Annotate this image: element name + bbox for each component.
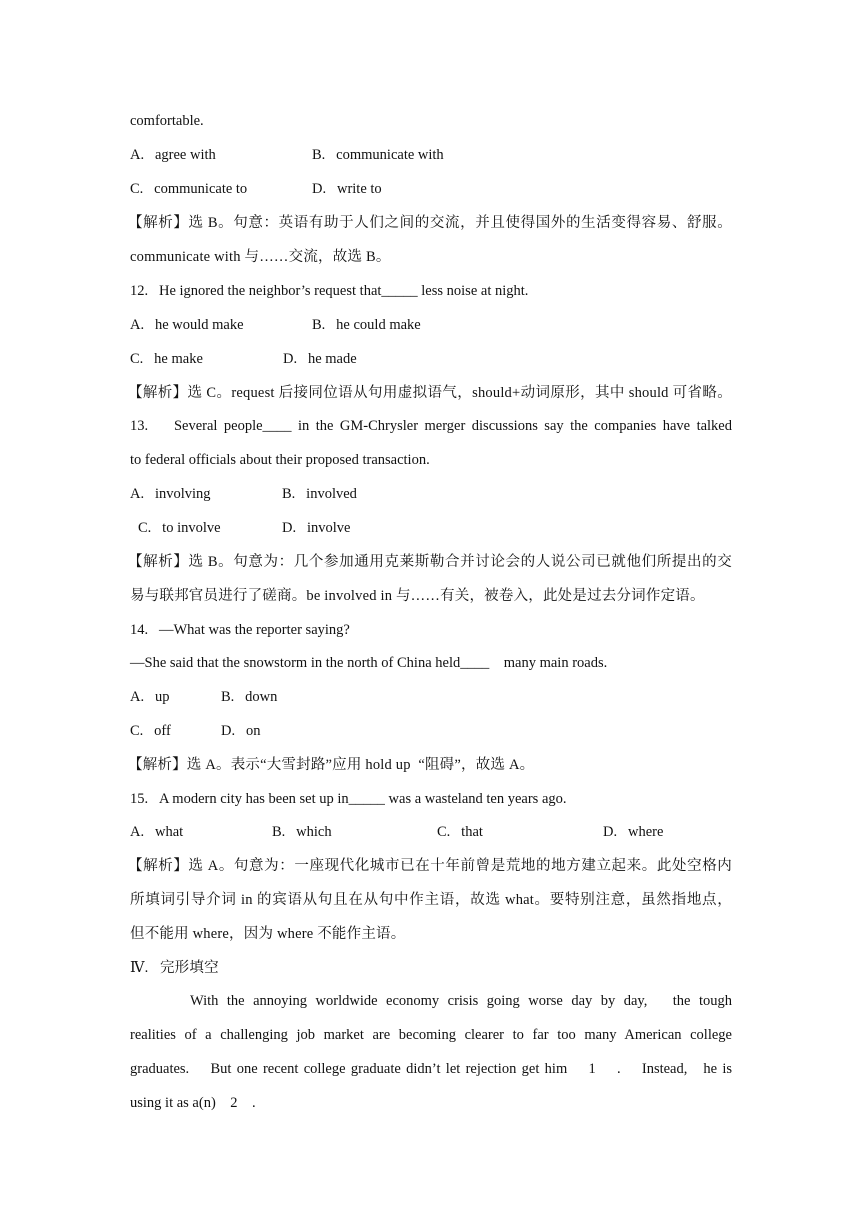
section-heading: Ⅳ. 完形填空 xyxy=(130,960,219,976)
option-d: D. write to xyxy=(312,181,382,197)
option-d: D. where xyxy=(603,824,664,840)
analysis-text: communicate with 与……交流，故选 B。 xyxy=(130,249,391,265)
option-a: A. up xyxy=(130,689,170,705)
option-d: D. he made xyxy=(283,351,357,367)
analysis-text: 【解析】选 A。句意为：一座现代化城市已在十年前曾是荒地的地方建立起来。此处空格内 xyxy=(128,858,732,874)
passage-text: graduates. But one recent college graduate didn’t let rejection get him 1 . Instead, he is xyxy=(130,1061,732,1077)
option-a: A. involving xyxy=(130,486,211,502)
option-d: D. involve xyxy=(282,520,351,536)
option-d: D. on xyxy=(221,723,261,739)
option-b: B. he could make xyxy=(312,317,421,333)
option-a: A. agree with xyxy=(130,147,216,163)
option-b: B. which xyxy=(272,824,332,840)
question-12-stem: 12. He ignored the neighbor’s request that_____ less noise at night. xyxy=(130,283,529,299)
passage-text: realities of a challenging job market are becoming clearer to far too many American college xyxy=(130,1027,732,1043)
option-a: A. what xyxy=(130,824,184,840)
option-c: C. communicate to xyxy=(130,181,248,197)
analysis-text: 【解析】选 A。表示“大雪封路”应用 hold up “阻碍”，故选 A。 xyxy=(128,757,535,773)
option-b: B. communicate with xyxy=(312,147,444,163)
question-13-stem: to federal officials about their proposed transaction. xyxy=(130,452,430,468)
analysis-text: 【解析】选 C。request 后接同位语从句用虚拟语气，should+动词原形，其中 should 可省略。 xyxy=(128,385,732,401)
option-c: C. to involve xyxy=(138,520,221,536)
passage-text: using it as a(n) 2 . xyxy=(130,1095,256,1111)
question-15-stem: 15. A modern city has been set up in_____ was a wasteland ten years ago. xyxy=(130,791,567,807)
analysis-text: 但不能用 where，因为 where 不能作主语。 xyxy=(130,926,406,942)
question-13-stem: 13. Several people____ in the GM-Chrysler merger discussions say the companies have talked xyxy=(130,418,732,434)
question-14-stem: 14. —What was the reporter saying? xyxy=(130,622,350,638)
option-a: A. he would make xyxy=(130,317,244,333)
option-c: C. off xyxy=(130,723,171,739)
option-b: B. involved xyxy=(282,486,357,502)
previous-question-tail: comfortable. xyxy=(130,113,204,129)
option-c: C. he make xyxy=(130,351,203,367)
option-b: B. down xyxy=(221,689,278,705)
option-c: C. that xyxy=(437,824,483,840)
analysis-text: 易与联邦官员进行了磋商。be involved in 与……有关，被卷入，此处是过去分词作定语。 xyxy=(130,588,705,604)
passage-text: With the annoying worldwide economy crisis going worse day by day, the tough xyxy=(190,993,732,1009)
analysis-text: 【解析】选 B。句意：英语有助于人们之间的交流，并且使得国外的生活变得容易、舒服。 xyxy=(128,215,732,231)
analysis-text: 所填词引导介词 in 的宾语从句且在从句中作主语，故选 what。要特别注意，虽然指地点， xyxy=(130,892,732,908)
question-14-stem: —She said that the snowstorm in the north of China held____ many main roads. xyxy=(130,655,608,671)
analysis-text: 【解析】选 B。句意为：几个参加通用克莱斯勒合并讨论会的人说公司已就他们所提出的交 xyxy=(128,554,732,570)
